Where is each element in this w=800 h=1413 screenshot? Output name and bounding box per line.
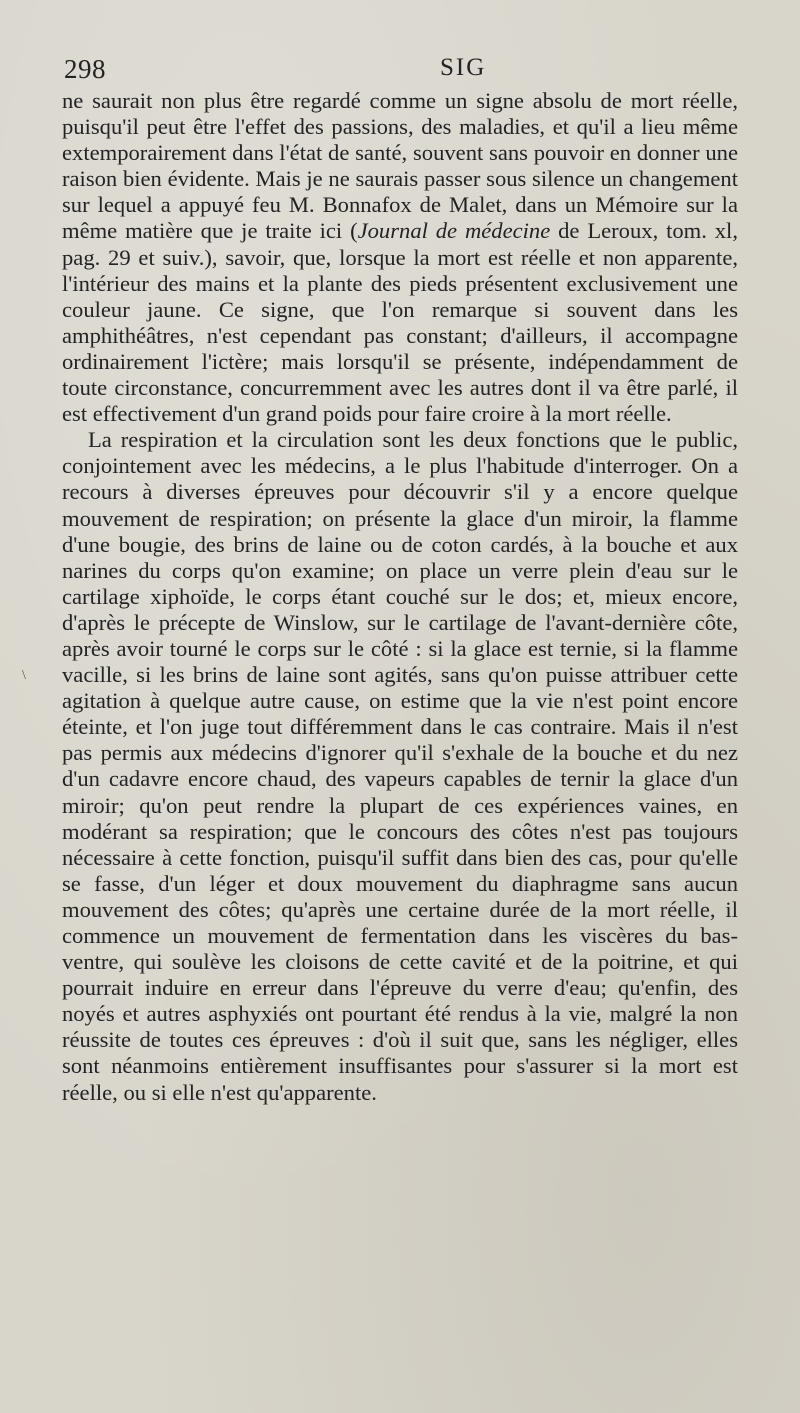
- running-head: SIG: [440, 54, 487, 81]
- paragraph-2: La respiration et la circulation sont les deux fonctions que le public, conjointement avec les médecins, a le plus l'habitude d'interroger. On a recours à diverses épreuves pour découvrir s'il y a encore quelque mouvement de respiration; on présente la glace d'un miroir, la flamme d'une bougie, des brins de laine ou de coton cardés, à la bouche et aux narines du corps qu'on examine; on place un verre plein d'eau sur le cartilage xiphoïde, le corps étant couché sur le dos; et, mieux encore, d'après le précepte de Winslow, sur le cartilage de l'avant-dernière côte, après avoir tourné le corps sur le côté : si la glace est ternie, si la flamme vacille, si les brins de laine sont agités, sans qu'on puisse attribuer cette agitation à quelque autre cause, on estime que la vie n'est point encore éteinte, et l'on juge tout différemment dans le cas contraire. Mais il n'est pas permis aux médecins d'ignorer qu'il s'exhale de la bouche et du nez d'un cadavre encore chaud, des vapeurs capables de ternir la glace d'un miroir; qu'on peut rendre la plupart de ces expériences vaines, en modérant sa respiration; que le concours des côtes n'est pas toujours nécessaire à cette fonction, puisqu'il suffit dans bien des cas, pour qu'elle se fasse, d'un léger et doux mouvement du diaphragme sans aucun mouvement des côtes; qu'après une certaine durée de la mort réelle, il commence un mouvement de fermentation dans les viscères du bas-ventre, qui soulève les cloisons de cette cavité et de la poitrine, et qui pourrait induire en erreur dans l'épreuve du verre d'eau; qu'enfin, des noyés et autres asphyxiés ont pourtant été rendus à la vie, malgré la non réussite de toutes ces épreuves : d'où il suit que, sans les négliger, elles sont néanmoins entièrement insuffisantes pour s'assurer si la mort est réelle, ou si elle n'est qu'apparente.: [62, 427, 738, 1105]
- paragraph-1: [62, 88, 738, 427]
- margin-tick-mark: \: [22, 668, 26, 683]
- paragraph-1-part-b: de Leroux, tom. xl, pag. 29 et suiv.), savoir, que, lorsque la mort est réelle et non apparente, l'intérieur des mains et la plante des pieds présentent exclusivement une couleur jaune. Ce signe, que l'on remarque si souvent dans les amphithéâtres, n'est cependant pas constant; d'ailleurs, il accompagne ordinairement l'ictère; mais lorsqu'il se présente, indépendamment de toute circonstance, concurremment avec les autres dont il va être parlé, il est effectivement d'un grand poids pour faire croire à la mort réelle.: [62, 218, 738, 427]
- page-header: [64, 54, 740, 88]
- page-number: 298: [64, 54, 106, 84]
- paragraph-1-part-a: ne saurait non plus être regardé comme un signe absolu de mort réelle, puisqu'il peut être l'effet des passions, des maladies, et qu'il a lieu même extemporairement dans l'état de santé, souvent sans pouvoir en donner une raison bien évidente. Mais je ne saurais passer sous silence un changement sur lequel a appuyé feu M. Bonnafox de Malet, dans un Mémoire sur la même matière que je traite ici (: [62, 88, 738, 244]
- journal-title-italic: Journal de médecine: [357, 218, 551, 244]
- body-text: [62, 88, 738, 1106]
